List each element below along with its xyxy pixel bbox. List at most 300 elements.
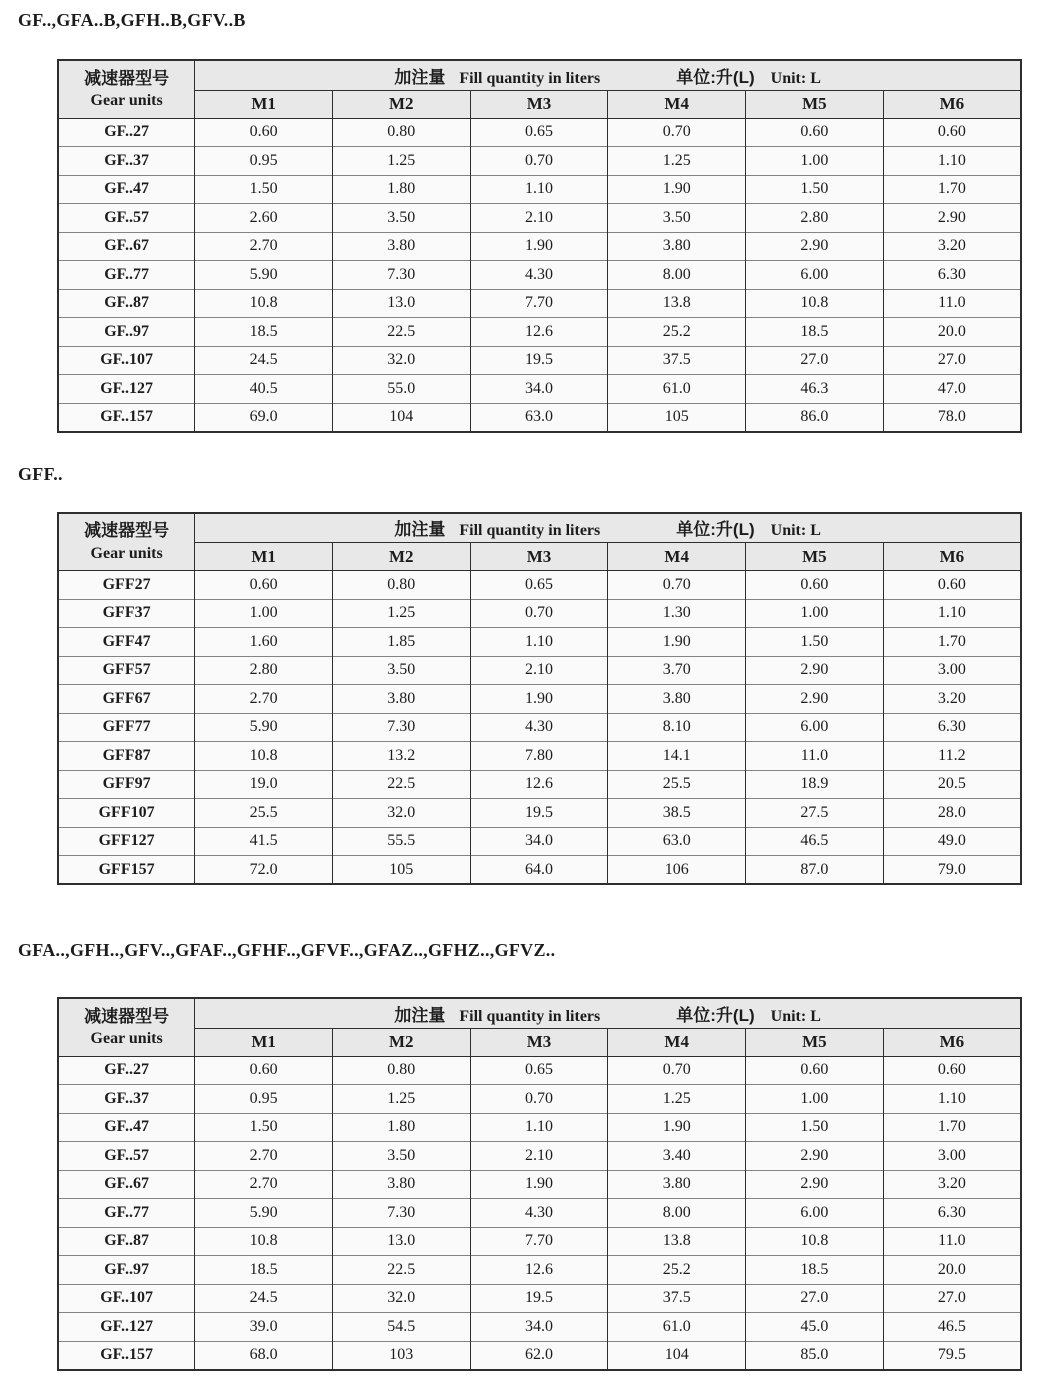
gear-unit-model: GF..67 [58,1170,195,1199]
fill-quantity-value: 20.0 [883,318,1021,347]
fill-quantity-value: 11.0 [883,1227,1021,1256]
gear-unit-model: GF..87 [58,1227,195,1256]
fill-quantity-label-zh: 加注量 [394,67,446,87]
fill-quantity-value: 78.0 [883,403,1021,432]
fill-quantity-value: 13.0 [332,1227,470,1256]
fill-quantity-value: 7.80 [470,742,608,771]
table-row [58,770,1021,799]
gear-units-header-en: Gear units [90,1030,163,1048]
fill-quantity-value: 12.6 [470,770,608,799]
fill-quantity-value: 34.0 [470,1313,608,1342]
fill-quantity-value: 0.60 [195,571,333,600]
fill-quantity-value: 2.90 [746,232,884,261]
fill-quantity-value: 0.80 [332,571,470,600]
fill-quantity-value: 7.30 [332,713,470,742]
fill-quantity-value: 1.90 [470,1170,608,1199]
gear-units-header-zh: 减速器型号 [84,1006,170,1026]
fill-quantity-value: 22.5 [332,318,470,347]
gear-units-header-zh: 减速器型号 [84,68,170,88]
fill-quantity-value: 63.0 [608,827,746,856]
fill-quantity-value: 1.10 [883,599,1021,628]
fill-quantity-value: 86.0 [746,403,884,432]
table-row [58,742,1021,771]
column-header-m3: M3 [470,90,608,118]
table-row [58,1142,1021,1171]
fill-quantity-value: 0.60 [746,571,884,600]
fill-quantity-value: 32.0 [332,346,470,375]
fill-quantity-value: 87.0 [746,856,884,885]
fill-quantity-value: 24.5 [195,1284,333,1313]
table-row [58,118,1021,147]
fill-quantity-value: 0.60 [195,1056,333,1085]
fill-quantity-value: 1.50 [746,175,884,204]
fill-quantity-value: 13.8 [608,1227,746,1256]
fill-quantity-value: 3.80 [608,685,746,714]
section-heading: GF..,GFA..B,GFH..B,GFV..B [18,10,246,30]
fill-quantity-value: 1.00 [746,147,884,176]
fill-quantity-value: 1.50 [195,1113,333,1142]
fill-quantity-value: 3.20 [883,1170,1021,1199]
fill-quantity-value: 1.90 [470,232,608,261]
fill-quantity-value: 63.0 [470,403,608,432]
table-row [58,261,1021,290]
fill-quantity-value: 47.0 [883,375,1021,404]
fill-quantity-value: 104 [332,403,470,432]
fill-quantity-value: 10.8 [195,1227,333,1256]
fill-quantity-value: 14.1 [608,742,746,771]
fill-quantity-value: 85.0 [746,1341,884,1370]
fill-quantity-header [195,513,1021,543]
table-body [58,118,1021,432]
fill-quantity-table-gff [57,512,1022,886]
gear-unit-model: GF..87 [58,289,195,318]
gear-unit-model: GFF37 [58,599,195,628]
fill-quantity-value: 10.8 [195,742,333,771]
fill-quantity-value: 27.0 [746,346,884,375]
fill-quantity-value: 27.0 [883,1284,1021,1313]
table-body [58,1056,1021,1370]
fill-quantity-value: 1.50 [746,1113,884,1142]
table-head [58,513,1021,571]
fill-quantity-value: 55.5 [332,827,470,856]
fill-quantity-value: 1.60 [195,628,333,657]
fill-quantity-value: 1.50 [195,175,333,204]
column-header-m6: M6 [883,90,1021,118]
gear-unit-model: GFF77 [58,713,195,742]
fill-quantity-value: 41.5 [195,827,333,856]
fill-quantity-value: 7.30 [332,261,470,290]
fill-quantity-value: 1.70 [883,1113,1021,1142]
fill-quantity-value: 13.8 [608,289,746,318]
gear-unit-model: GF..157 [58,1341,195,1370]
fill-quantity-value: 20.0 [883,1256,1021,1285]
gear-unit-model: GFF157 [58,856,195,885]
fill-quantity-value: 3.00 [883,656,1021,685]
unit-label-zh: 单位:升(L) [676,1005,755,1025]
fill-quantity-value: 0.60 [195,118,333,147]
fill-quantity-table-gf-b [57,59,1022,433]
fill-quantity-value: 61.0 [608,1313,746,1342]
fill-quantity-value: 1.00 [746,599,884,628]
fill-quantity-value: 27.0 [883,346,1021,375]
fill-quantity-value: 13.2 [332,742,470,771]
fill-quantity-value: 0.95 [195,1085,333,1114]
fill-quantity-value: 1.90 [608,628,746,657]
column-header-m5: M5 [746,543,884,571]
table-row [58,713,1021,742]
fill-quantity-value: 0.70 [608,118,746,147]
fill-quantity-value: 8.00 [608,1199,746,1228]
gear-units-header-en: Gear units [90,92,163,110]
table-row [58,1341,1021,1370]
fill-quantity-value: 11.0 [746,742,884,771]
gear-unit-model: GFF57 [58,656,195,685]
section-heading: GFF.. [18,463,63,484]
fill-quantity-value: 104 [608,1341,746,1370]
table-row [58,799,1021,828]
gear-units-header-zh: 减速器型号 [84,521,170,541]
table-row [58,403,1021,432]
fill-quantity-value: 6.00 [746,261,884,290]
mounting-position-header-row [58,90,1021,118]
fill-quantity-value: 1.80 [332,1113,470,1142]
fill-quantity-value: 2.70 [195,1142,333,1171]
column-header-m3: M3 [470,1028,608,1056]
fill-quantity-value: 1.90 [470,685,608,714]
fill-quantity-value: 37.5 [608,346,746,375]
table-row [58,1313,1021,1342]
fill-quantity-value: 3.50 [608,204,746,233]
fill-quantity-value: 0.60 [883,1056,1021,1085]
fill-quantity-value: 3.50 [332,656,470,685]
table-row [58,599,1021,628]
fill-quantity-value: 2.70 [195,232,333,261]
fill-quantity-value: 106 [608,856,746,885]
fill-quantity-header-row [58,60,1021,90]
fill-quantity-value: 1.70 [883,628,1021,657]
table-row [58,175,1021,204]
fill-quantity-value: 79.5 [883,1341,1021,1370]
table-row [58,685,1021,714]
mounting-position-header-row [58,1028,1021,1056]
fill-quantity-label-zh: 加注量 [394,1005,446,1025]
table-row [58,571,1021,600]
fill-quantity-value: 0.65 [470,118,608,147]
fill-quantity-value: 6.30 [883,261,1021,290]
fill-quantity-value: 1.25 [608,1085,746,1114]
fill-quantity-value: 18.5 [746,1256,884,1285]
gear-unit-model: GF..97 [58,318,195,347]
column-header-m4: M4 [608,90,746,118]
fill-quantity-value: 25.2 [608,1256,746,1285]
fill-quantity-header-row [58,513,1021,543]
gear-unit-model: GF..157 [58,403,195,432]
gear-unit-model: GF..47 [58,1113,195,1142]
fill-quantity-value: 0.70 [608,571,746,600]
fill-quantity-value: 32.0 [332,799,470,828]
gear-unit-model: GF..47 [58,175,195,204]
fill-quantity-value: 46.5 [746,827,884,856]
fill-quantity-value: 1.80 [332,175,470,204]
fill-quantity-value: 1.85 [332,628,470,657]
fill-quantity-value: 0.80 [332,118,470,147]
fill-quantity-value: 3.70 [608,656,746,685]
column-header-m5: M5 [746,90,884,118]
fill-quantity-value: 1.10 [470,1113,608,1142]
table-body [58,571,1021,885]
fill-quantity-value: 1.25 [332,599,470,628]
fill-quantity-value: 3.80 [608,1170,746,1199]
fill-quantity-value: 0.60 [883,571,1021,600]
fill-quantity-value: 1.00 [195,599,333,628]
fill-quantity-value: 10.8 [195,289,333,318]
column-header-m5: M5 [746,1028,884,1056]
gear-unit-model: GF..107 [58,1284,195,1313]
fill-quantity-value: 11.2 [883,742,1021,771]
fill-quantity-label-en: Fill quantity in liters [459,69,601,87]
fill-quantity-value: 55.0 [332,375,470,404]
gear-unit-model: GFF47 [58,628,195,657]
fill-quantity-value: 7.70 [470,1227,608,1256]
fill-quantity-label-en: Fill quantity in liters [459,522,601,540]
fill-quantity-value: 22.5 [332,1256,470,1285]
fill-quantity-value: 3.80 [332,232,470,261]
table-head [58,998,1021,1056]
fill-quantity-value: 2.70 [195,1170,333,1199]
unit-label-en: Unit: L [770,522,821,540]
fill-quantity-value: 20.5 [883,770,1021,799]
fill-quantity-value: 2.80 [746,204,884,233]
unit-label-zh: 单位:升(L) [676,67,755,87]
table-row [58,656,1021,685]
fill-quantity-value: 7.70 [470,289,608,318]
fill-quantity-value: 8.00 [608,261,746,290]
fill-quantity-value: 103 [332,1341,470,1370]
table-row [58,1056,1021,1085]
column-header-m1: M1 [195,543,333,571]
fill-quantity-value: 18.5 [195,318,333,347]
fill-quantity-value: 34.0 [470,827,608,856]
table-row [58,289,1021,318]
fill-quantity-value: 10.8 [746,1227,884,1256]
gear-unit-model: GF..127 [58,1313,195,1342]
fill-quantity-value: 0.65 [470,571,608,600]
unit-label-zh: 单位:升(L) [676,520,755,540]
gear-unit-model: GFF127 [58,827,195,856]
fill-quantity-value: 19.5 [470,346,608,375]
fill-quantity-value: 1.25 [608,147,746,176]
fill-quantity-value: 3.80 [332,685,470,714]
fill-quantity-value: 0.70 [470,147,608,176]
fill-quantity-value: 4.30 [470,1199,608,1228]
fill-quantity-value: 3.00 [883,1142,1021,1171]
fill-quantity-value: 3.50 [332,204,470,233]
fill-quantity-value: 3.80 [608,232,746,261]
fill-quantity-value: 37.5 [608,1284,746,1313]
fill-quantity-value: 1.90 [608,175,746,204]
fill-quantity-value: 0.80 [332,1056,470,1085]
section-heading: GFA..,GFH..,GFV..,GFAF..,GFHF..,GFVF..,GFAZ..,GFHZ..,GFVZ.. [18,940,556,960]
gear-unit-model: GFF67 [58,685,195,714]
gear-unit-model: GF..97 [58,1256,195,1285]
fill-quantity-value: 3.40 [608,1142,746,1171]
fill-quantity-value: 6.00 [746,713,884,742]
fill-quantity-value: 19.5 [470,1284,608,1313]
gear-units-header [58,513,195,571]
column-header-m6: M6 [883,1028,1021,1056]
fill-quantity-value: 49.0 [883,827,1021,856]
fill-quantity-value: 0.70 [608,1056,746,1085]
fill-quantity-value: 105 [608,403,746,432]
fill-quantity-value: 10.8 [746,289,884,318]
fill-quantity-value: 2.90 [746,1170,884,1199]
fill-quantity-value: 27.5 [746,799,884,828]
fill-quantity-value: 5.90 [195,713,333,742]
fill-quantity-value: 0.60 [746,118,884,147]
fill-quantity-header [195,998,1021,1028]
column-header-m4: M4 [608,1028,746,1056]
fill-quantity-value: 2.90 [746,656,884,685]
fill-quantity-value: 34.0 [470,375,608,404]
table-head [58,60,1021,118]
fill-quantity-value: 12.6 [470,1256,608,1285]
fill-quantity-value: 68.0 [195,1341,333,1370]
fill-quantity-value: 18.9 [746,770,884,799]
unit-label-en: Unit: L [770,1007,821,1025]
fill-quantity-value: 6.30 [883,713,1021,742]
gear-unit-model: GF..57 [58,204,195,233]
gear-unit-model: GF..57 [58,1142,195,1171]
fill-quantity-value: 1.30 [608,599,746,628]
table-row [58,1085,1021,1114]
gear-unit-model: GF..37 [58,1085,195,1114]
fill-quantity-value: 0.70 [470,599,608,628]
fill-quantity-value: 1.10 [883,147,1021,176]
fill-quantity-value: 5.90 [195,1199,333,1228]
fill-quantity-value: 28.0 [883,799,1021,828]
table-row [58,1170,1021,1199]
gear-unit-model: GF..127 [58,375,195,404]
fill-quantity-value: 2.80 [195,656,333,685]
fill-quantity-value: 2.10 [470,656,608,685]
column-header-m4: M4 [608,543,746,571]
table-row [58,147,1021,176]
fill-quantity-value: 22.5 [332,770,470,799]
gear-unit-model: GF..27 [58,1056,195,1085]
fill-quantity-value: 19.5 [470,799,608,828]
gear-unit-model: GF..77 [58,261,195,290]
fill-quantity-value: 0.60 [746,1056,884,1085]
fill-quantity-value: 46.5 [883,1313,1021,1342]
gear-units-header [58,998,195,1056]
fill-quantity-value: 0.60 [883,118,1021,147]
fill-quantity-value: 3.20 [883,232,1021,261]
fill-quantity-value: 12.6 [470,318,608,347]
fill-quantity-value: 2.10 [470,1142,608,1171]
fill-quantity-value: 2.90 [746,685,884,714]
table-row [58,318,1021,347]
gear-unit-model: GFF27 [58,571,195,600]
fill-quantity-value: 40.5 [195,375,333,404]
fill-quantity-value: 105 [332,856,470,885]
table-row [58,628,1021,657]
fill-quantity-value: 46.3 [746,375,884,404]
column-header-m2: M2 [332,90,470,118]
gear-unit-model: GF..27 [58,118,195,147]
fill-quantity-table-gfa-variants [57,997,1022,1371]
fill-quantity-value: 69.0 [195,403,333,432]
fill-quantity-value: 1.25 [332,147,470,176]
fill-quantity-value: 5.90 [195,261,333,290]
column-header-m1: M1 [195,1028,333,1056]
column-header-m6: M6 [883,543,1021,571]
gear-unit-model: GFF107 [58,799,195,828]
fill-quantity-value: 64.0 [470,856,608,885]
column-header-m2: M2 [332,543,470,571]
fill-quantity-value: 2.90 [746,1142,884,1171]
fill-quantity-value: 1.00 [746,1085,884,1114]
fill-quantity-value: 19.0 [195,770,333,799]
fill-quantity-value: 6.30 [883,1199,1021,1228]
section-gfa-variants [0,940,1054,1371]
gear-unit-model: GFF87 [58,742,195,771]
fill-quantity-value: 2.60 [195,204,333,233]
fill-quantity-value: 2.90 [883,204,1021,233]
table-row [58,1199,1021,1228]
gear-units-header [58,60,195,118]
gear-unit-model: GF..77 [58,1199,195,1228]
fill-quantity-value: 1.10 [470,628,608,657]
column-header-m3: M3 [470,543,608,571]
table-row [58,232,1021,261]
fill-quantity-value: 1.90 [608,1113,746,1142]
fill-quantity-value: 18.5 [746,318,884,347]
fill-quantity-value: 25.2 [608,318,746,347]
mounting-position-header-row [58,543,1021,571]
table-row [58,1227,1021,1256]
fill-quantity-value: 79.0 [883,856,1021,885]
fill-quantity-value: 1.10 [883,1085,1021,1114]
fill-quantity-value: 1.10 [470,175,608,204]
fill-quantity-value: 45.0 [746,1313,884,1342]
fill-quantity-value: 38.5 [608,799,746,828]
section-gff [0,464,1054,886]
fill-quantity-value: 61.0 [608,375,746,404]
table-row [58,856,1021,885]
gear-unit-model: GFF97 [58,770,195,799]
fill-quantity-value: 25.5 [195,799,333,828]
fill-quantity-value: 1.50 [746,628,884,657]
fill-quantity-value: 2.10 [470,204,608,233]
fill-quantity-value: 4.30 [470,261,608,290]
fill-quantity-label-zh: 加注量 [394,520,446,540]
fill-quantity-value: 4.30 [470,713,608,742]
fill-quantity-value: 72.0 [195,856,333,885]
fill-quantity-value: 2.70 [195,685,333,714]
fill-quantity-value: 54.5 [332,1313,470,1342]
fill-quantity-value: 0.95 [195,147,333,176]
fill-quantity-value: 11.0 [883,289,1021,318]
column-header-m2: M2 [332,1028,470,1056]
fill-quantity-value: 62.0 [470,1341,608,1370]
fill-quantity-value: 32.0 [332,1284,470,1313]
fill-quantity-header [195,60,1021,90]
gear-unit-model: GF..37 [58,147,195,176]
gear-units-header-en: Gear units [90,544,163,562]
column-header-m1: M1 [195,90,333,118]
table-row [58,346,1021,375]
table-row [58,1113,1021,1142]
